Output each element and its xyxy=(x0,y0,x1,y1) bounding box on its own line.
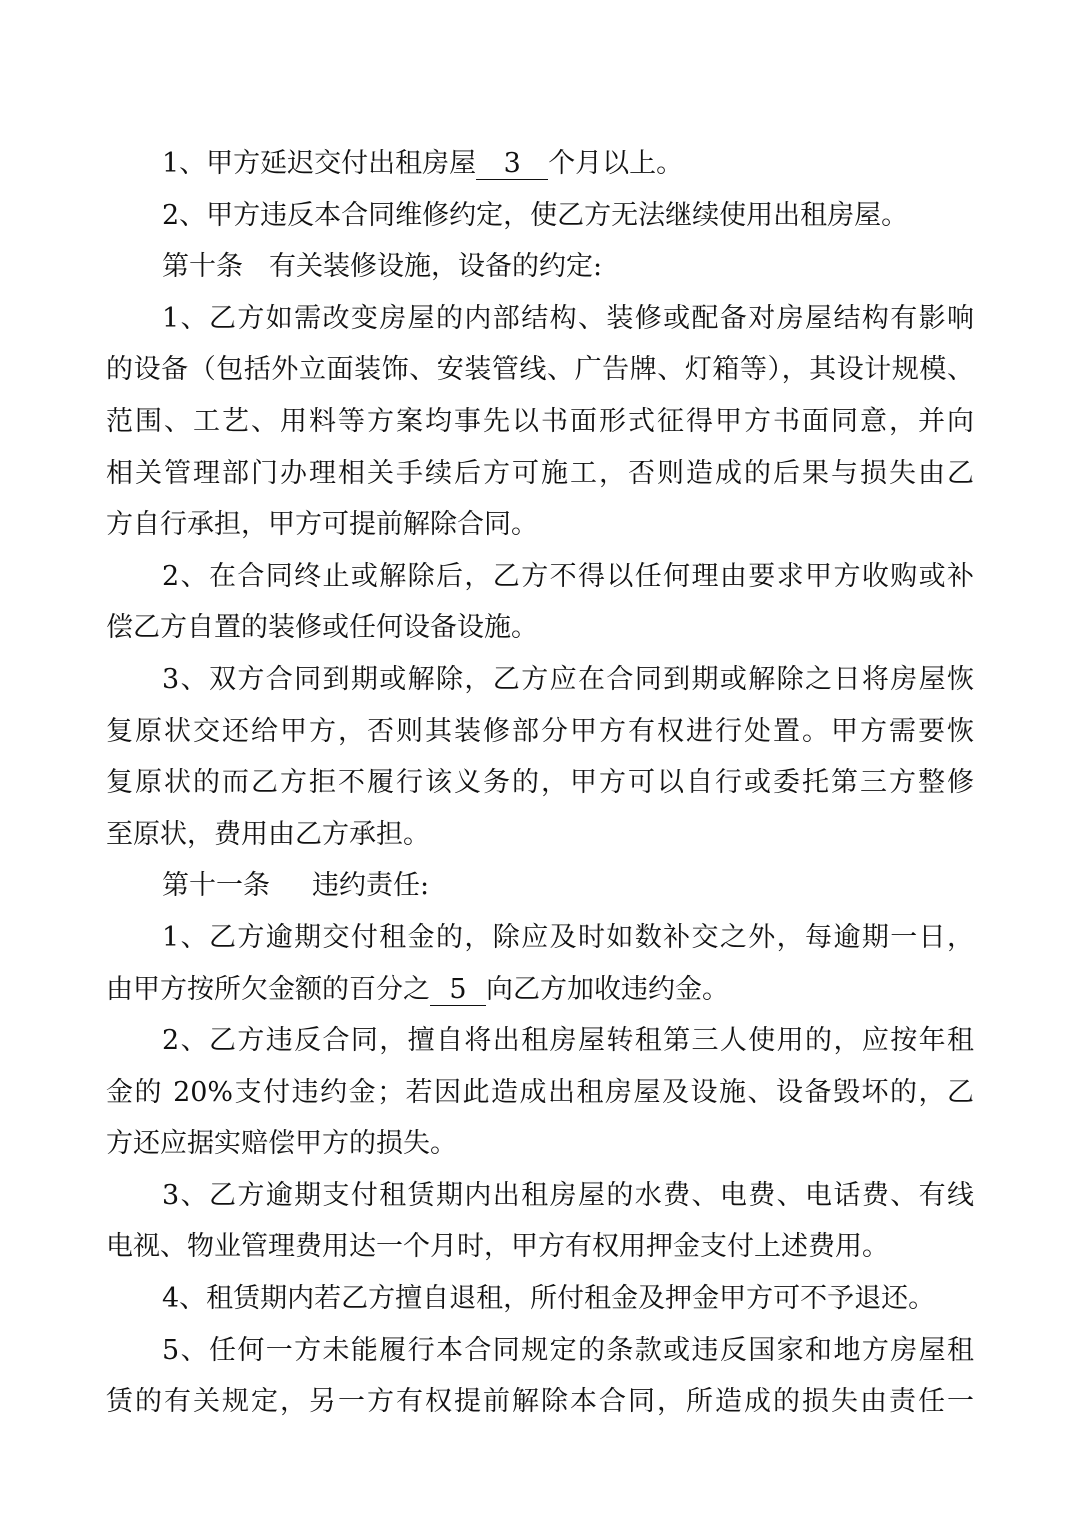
clause-line xyxy=(106,448,974,500)
clause-line xyxy=(106,964,974,1016)
clause-line xyxy=(106,138,974,190)
article-heading xyxy=(106,860,974,912)
clause-text: 复原状交还给甲方，否则其装修部分甲方有权进行处置。甲方需要恢 xyxy=(106,715,974,747)
clause-text: 5、任何一方未能履行本合同规定的条款或违反国家和地方房屋租 xyxy=(162,1334,974,1366)
clause-line xyxy=(106,293,974,345)
clause-text: 1、甲方延迟交付出租房屋 xyxy=(162,148,477,179)
clause-text: 由甲方按所欠金额的百分之 xyxy=(106,973,430,1005)
clause-text: 的设备（包括外立面装饰、安装管线、广告牌、灯箱等），其设计规模、 xyxy=(106,354,974,386)
clause-text: 3、双方合同到期或解除，乙方应在合同到期或解除之日将房屋恢 xyxy=(162,663,974,695)
article-title: 有关装修设施，设备的约定: xyxy=(269,251,603,283)
clause-line xyxy=(106,602,974,654)
clause-text: 1、乙方逾期交付租金的，除应及时如数补交之外，每逾期一日， xyxy=(162,921,974,953)
clause-line xyxy=(106,1067,974,1119)
clause-line xyxy=(106,757,974,809)
clause-line xyxy=(106,1170,974,1222)
clause-text: 至原状，费用由乙方承担。 xyxy=(106,818,430,850)
article-number: 第十一条 xyxy=(162,870,270,902)
clause-line xyxy=(106,654,974,706)
clause-line xyxy=(106,1221,974,1273)
clause-line xyxy=(106,1015,974,1067)
clause-text: 相关管理部门办理相关手续后方可施工，否则造成的后果与损失由乙 xyxy=(106,457,974,489)
clause-line xyxy=(106,396,974,448)
filled-blank: 5 xyxy=(430,975,486,1006)
clause-line xyxy=(106,499,974,551)
clause-text: 复原状的而乙方拒不履行该义务的，甲方可以自行或委托第三方整修 xyxy=(106,767,974,799)
clause-line xyxy=(106,1118,974,1170)
document-body xyxy=(106,138,974,1428)
clause-line xyxy=(106,809,974,861)
filled-blank: 3 xyxy=(476,149,548,180)
article-heading xyxy=(106,241,974,293)
clause-text: 偿乙方自置的装修或任何设备设施。 xyxy=(106,612,538,644)
clause-line xyxy=(106,706,974,758)
clause-text: 2、甲方违反本合同维修约定，使乙方无法继续使用出租房屋。 xyxy=(162,199,909,231)
clause-text: 2、乙方违反合同，擅自将出租房屋转租第三人使用的，应按年租 xyxy=(162,1025,974,1057)
clause-text: 方还应据实赔偿甲方的损失。 xyxy=(106,1128,457,1160)
clause-line xyxy=(106,190,974,242)
clause-text: 金的 20%支付违约金；若因此造成出租房屋及设施、设备毁坏的，乙 xyxy=(106,1076,974,1108)
clause-line xyxy=(106,344,974,396)
clause-text: 4、租赁期内若乙方擅自退租，所付租金及押金甲方可不予退还。 xyxy=(162,1283,936,1315)
clause-line xyxy=(106,1376,974,1428)
clause-text: 电视、物业管理费用达一个月时，甲方有权用押金支付上述费用。 xyxy=(106,1231,889,1263)
clause-text: 范围、工艺、用料等方案均事先以书面形式征得甲方书面同意，并向 xyxy=(106,405,974,437)
clause-text: 3、乙方逾期支付租赁期内出租房屋的水费、电费、电话费、有线 xyxy=(162,1179,974,1211)
clause-text: 2、在合同终止或解除后，乙方不得以任何理由要求甲方收购或补 xyxy=(162,560,974,592)
clause-text: 向乙方加收违约金。 xyxy=(486,973,729,1005)
article-title: 违约责任: xyxy=(312,870,430,902)
clause-line xyxy=(106,1325,974,1377)
clause-text: 方自行承担，甲方可提前解除合同。 xyxy=(106,509,538,541)
article-number: 第十条 xyxy=(162,251,243,283)
clause-line xyxy=(106,1273,974,1325)
clause-line xyxy=(106,551,974,603)
clause-text: 赁的有关规定，另一方有权提前解除本合同，所造成的损失由责任一 xyxy=(106,1386,974,1418)
clause-text: 1、乙方如需改变房屋的内部结构、装修或配备对房屋结构有影响 xyxy=(162,302,974,334)
clause-text: 个月以上。 xyxy=(548,148,684,179)
clause-line xyxy=(106,912,974,964)
